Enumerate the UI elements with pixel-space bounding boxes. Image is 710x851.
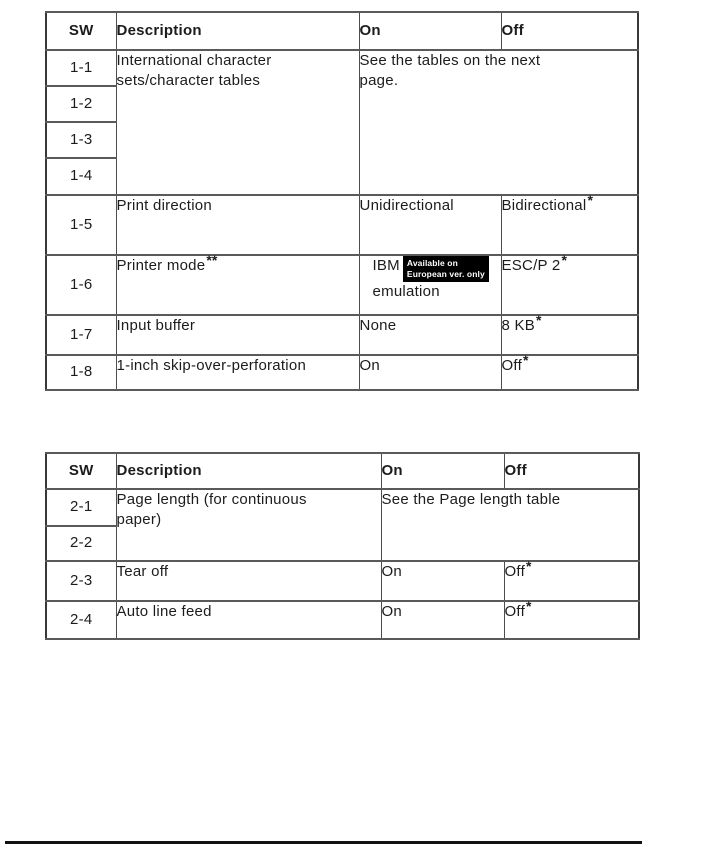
badge-line1: Available on (406, 258, 458, 268)
sw-cell-1-3: 1-3 (46, 122, 116, 158)
description-cell (116, 252, 359, 315)
table2-header-description: Description (116, 453, 381, 489)
table2-header-off: Off (504, 453, 639, 489)
on-text: On (359, 357, 381, 374)
sw-cell-2-4: 2-4 (46, 601, 116, 639)
description-text: Auto line feed (116, 603, 212, 620)
on-cell (381, 601, 504, 639)
description-text: Printer mode (116, 257, 206, 274)
default-asterisk: * (536, 312, 542, 328)
description-text: Page length (for continuous paper) (116, 491, 307, 529)
sw-cell-1-8: 1-8 (46, 355, 116, 390)
table-row (46, 355, 638, 390)
table-row (46, 489, 639, 526)
off-text: 8 KB (501, 317, 536, 334)
note-text: See the Page length table (381, 491, 561, 508)
on-cell (381, 561, 504, 601)
off-text: Bidirectional (501, 197, 587, 214)
on-cell (359, 255, 501, 315)
dip-switch-table-2 (45, 452, 640, 640)
sw-cell-2-2: 2-2 (46, 526, 116, 561)
sw-cell-1-1: 1-1 (46, 50, 116, 86)
table1-header-sw: SW (46, 12, 116, 50)
off-cell (501, 252, 638, 315)
table-row (46, 315, 638, 355)
off-text: Off (501, 357, 522, 374)
table2-header-sw: SW (46, 453, 116, 489)
description-cell (116, 561, 381, 601)
description-text: 1-inch skip-over-perforation (116, 357, 307, 374)
on-cell (359, 355, 501, 390)
table-row (46, 50, 638, 86)
default-asterisk: * (525, 598, 532, 614)
note-cell-group1 (359, 50, 638, 195)
table1-header-description: Description (116, 12, 359, 50)
table-row (46, 561, 639, 601)
double-asterisk-note: ** (206, 252, 218, 268)
description-cell (116, 355, 359, 390)
off-text: Off (504, 563, 525, 580)
dip-switch-table-1 (45, 11, 639, 391)
description-text: Tear off (116, 563, 169, 580)
table2-header-row (46, 453, 639, 489)
description-text: International character sets/character tables (116, 52, 272, 90)
off-cell (504, 598, 639, 639)
on-text-line1: IBM (372, 257, 400, 275)
table1-header-off: Off (501, 12, 638, 50)
off-cell (501, 352, 638, 390)
sw-cell-2-1: 2-1 (46, 489, 116, 526)
sw-cell-1-4: 1-4 (46, 158, 116, 195)
note-text: See the tables on the next page. (359, 52, 541, 90)
default-asterisk: * (525, 558, 532, 574)
table2-header-on: On (381, 453, 504, 489)
description-cell (116, 195, 359, 255)
default-asterisk: * (587, 192, 593, 208)
sw-cell-1-7: 1-7 (46, 315, 116, 355)
sw-cell-1-5: 1-5 (46, 195, 116, 255)
note-cell-group2 (381, 489, 639, 561)
sw-cell-1-6: 1-6 (46, 255, 116, 315)
description-cell (116, 315, 359, 355)
description-cell-group1 (116, 50, 359, 195)
off-cell (501, 192, 638, 255)
on-cell (359, 315, 501, 355)
description-text: Input buffer (116, 317, 196, 334)
description-cell-group2 (116, 489, 381, 561)
table-row (46, 601, 639, 639)
on-text-line2: emulation (372, 283, 440, 301)
table1-header-on: On (359, 12, 501, 50)
default-asterisk: * (561, 252, 567, 268)
on-text: None (359, 317, 397, 334)
table-row (46, 255, 638, 315)
off-text: ESC/P 2 (501, 257, 561, 274)
off-text: Off (504, 603, 525, 620)
page-footer-rule (5, 841, 642, 844)
sw-cell-1-2: 1-2 (46, 86, 116, 122)
on-cell (359, 195, 501, 255)
description-text: Print direction (116, 197, 212, 214)
on-text: On (381, 603, 403, 620)
off-cell (504, 558, 639, 601)
off-cell (501, 312, 638, 355)
table-row (46, 195, 638, 255)
description-cell (116, 601, 381, 639)
on-text: Unidirectional (359, 197, 454, 214)
default-asterisk: * (522, 352, 529, 368)
table1-header-row (46, 12, 638, 50)
badge-line2: European ver. only (406, 269, 485, 280)
sw-cell-2-3: 2-3 (46, 561, 116, 601)
availability-badge (403, 256, 489, 282)
on-text: On (381, 563, 403, 580)
